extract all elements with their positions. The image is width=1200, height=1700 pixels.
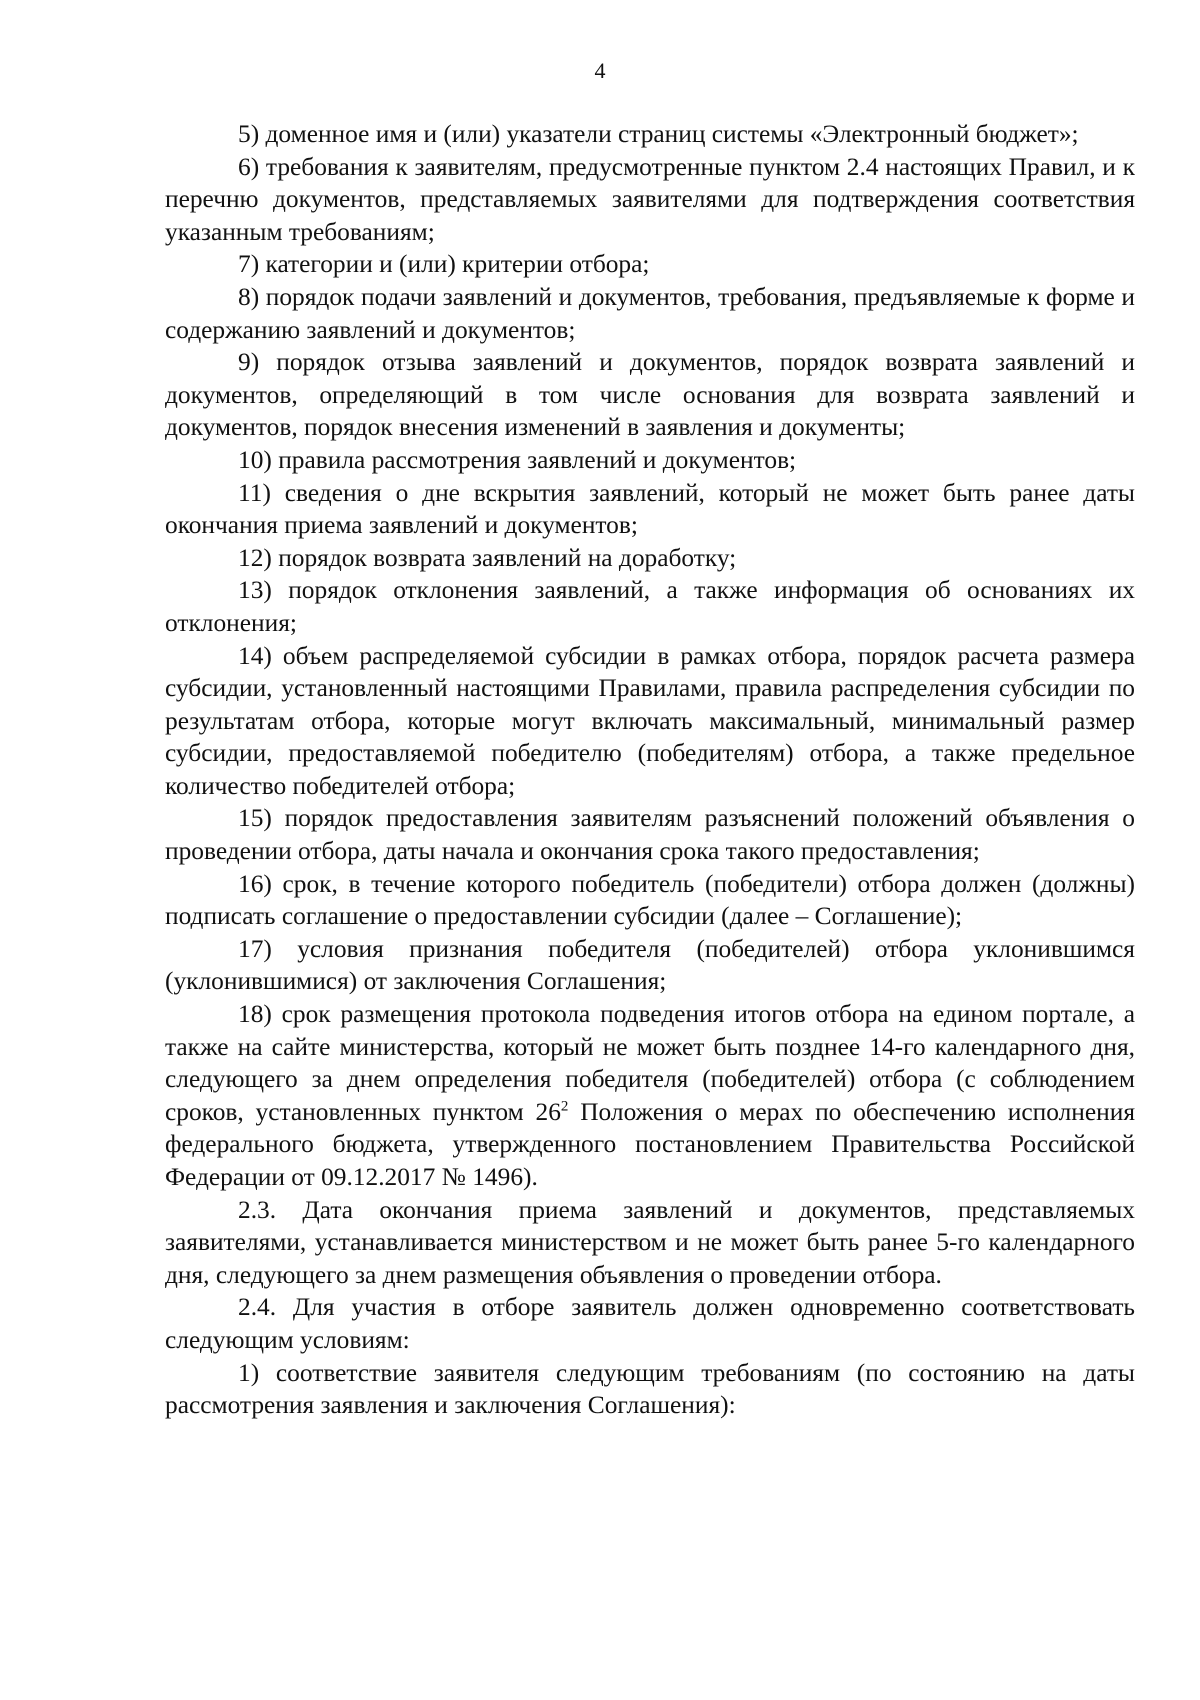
- paragraph-item-12: 12) порядок возврата заявлений на доработку;: [238, 543, 737, 572]
- page-number: 4: [594, 58, 606, 83]
- paragraph-section-2-3: 2.3. Дата окончания приема заявлений и документов, представляемых заявителями, устанавливается министерством и не может быть ранее 5-го календарного дня, следующего за днем размещения объявления о проведении отбора.: [165, 1195, 1135, 1289]
- paragraph-item-11: 11) сведения о дне вскрытия заявлений, который не может быть ранее даты окончания приема заявлений и документов;: [165, 478, 1135, 540]
- paragraph-item-9: 9) порядок отзыва заявлений и документов, порядок возврата заявлений и документов, определяющий в том числе основания для возврата заявлений и документов, порядок внесения изменений в заявления и документы;: [165, 348, 1135, 442]
- paragraph-item-10: 10) правила рассмотрения заявлений и документов;: [238, 445, 797, 474]
- paragraph-item-18: [165, 998, 1135, 1194]
- paragraph-item-18-text-after: Положения о мерах по обеспечению исполнения федерального бюджета, утвержденного постановлением Правительства Российской Федерации от 09.12.2017 № 1496).: [165, 1097, 1135, 1191]
- superscript-mark: 2: [560, 1098, 569, 1115]
- paragraph-requirement-1: 1) соответствие заявителя следующим требованиям (по состоянию на даты рассмотрения заявления и заключения Соглашения):: [165, 1358, 1135, 1420]
- paragraph-item-5: 5) доменное имя и (или) указатели страниц системы «Электронный бюджет»;: [238, 120, 1079, 148]
- paragraph-item-13: 13) порядок отклонения заявлений, а также информация об основаниях их отклонения;: [165, 576, 1135, 637]
- paragraph-item-14: 14) объем распределяемой субсидии в рамках отбора, порядок расчета размера субсидии, установленный настоящими Правилами, правила распределения субсидии по результатам отбора, которые могут включать максимальный, минимальный размер субсидии, предоставляемой победителю (победителям) отбора, а также предельное количество победителей отбора;: [165, 641, 1135, 800]
- paragraph-item-6: 6) требования к заявителям, предусмотренные пунктом 2.4 настоящих Правил, и к перечню документов, представляемых заявителями для подтверждения соответствия указанным требованиям;: [165, 152, 1135, 246]
- paragraph-item-8: 8) порядок подачи заявлений и документов, требования, предъявляемые к форме и содержанию заявлений и документов;: [165, 282, 1135, 344]
- paragraph-item-7: 7) категории и (или) критерии отбора;: [238, 250, 650, 279]
- paragraph-item-15: 15) порядок предоставления заявителям разъяснений положений объявления о проведении отбора, даты начала и окончания срока такого предоставления;: [165, 804, 1135, 866]
- document-body: [165, 118, 1135, 1422]
- paragraph-item-18-text-before: 18) срок размещения протокола подведения итогов отбора на едином портале, а также на сайте министерства, который не может быть позднее 14-го календарного дня, следующего за днем определения победителя (победителей) отбора (с соблюдением сроков, установленных пунктом 26: [165, 1000, 1135, 1126]
- paragraph-item-16: 16) срок, в течение которого победитель (победители) отбора должен (должны) подписать соглашение о предоставлении субсидии (далее – Соглашение);: [165, 869, 1135, 931]
- paragraph-item-17: 17) условия признания победителя (победителей) отбора уклонившимся (уклонившимися) от заключения Соглашения;: [165, 934, 1135, 996]
- paragraph-section-2-4: 2.4. Для участия в отборе заявитель должен одновременно соответствовать следующим условиям:: [165, 1293, 1135, 1354]
